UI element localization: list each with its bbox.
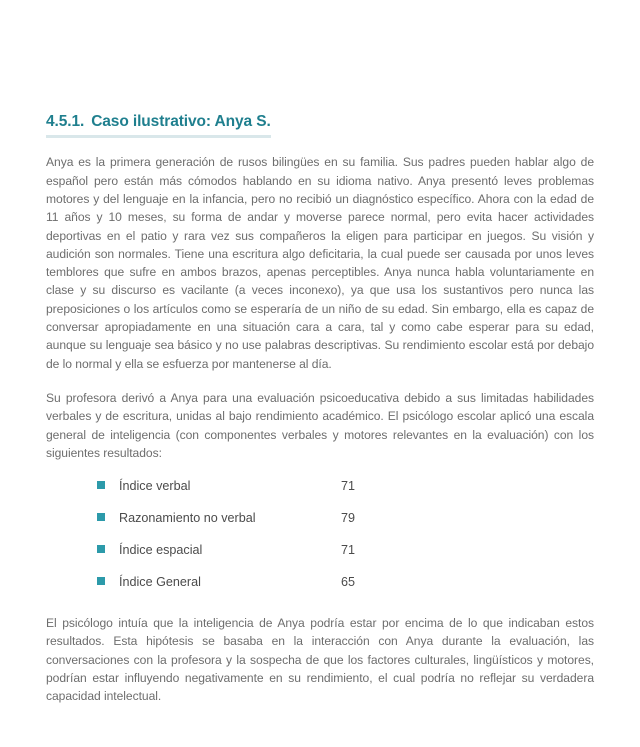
result-value: 79 (341, 511, 356, 526)
section-title: Caso ilustrativo: Anya S. (91, 113, 271, 130)
result-label: Índice General (119, 575, 201, 590)
result-value: 65 (341, 575, 356, 590)
result-label: Razonamiento no verbal (119, 511, 256, 526)
paragraph-referral: Su profesora derivó a Anya para una evaluación psicoeducativa debido a sus limitadas habilidades verbales y de escritura, unidas al bajo rendimiento académico. El psicólogo escolar aplicó una escala general de inteligencia (con componentes verbales y motores relevantes en la evaluación) con los siguientes resultados: (46, 390, 594, 460)
result-value: 71 (341, 479, 356, 494)
square-bullet-icon (97, 577, 105, 585)
result-label: Índice verbal (119, 479, 191, 494)
list-item (97, 574, 594, 590)
square-bullet-icon (97, 481, 105, 489)
list-item (97, 510, 594, 526)
page-title (46, 112, 271, 138)
document-content (46, 112, 594, 706)
list-item (97, 542, 594, 558)
list-item (97, 478, 594, 494)
paragraph-case-description: Anya es la primera generación de rusos bilingües en su familia. Sus padres pueden hablar algo de español pero están más cómodos hablando en su idioma nativo. Anya presentó leves problemas motores y del lenguaje en la infancia, pero no recibió un diagnóstico específico. Ahora con la edad de 11 años y 10 meses, su forma de andar y moverse parece normal, pero evita hacer actividades deportivas en el patio y rara vez sus compañeros la eligen para participar en juegos. Su visión y audición son normales. Tiene una escritura algo deficitaria, la cual puede ser causada por unos leves temblores que sufre en ambos brazos, apenas perceptibles. Anya nunca habla voluntariamente en clase y su discurso es vacilante (a veces inconexo), ya que usa los sustantivos pero nunca las preposiciones o los artículos como se esperaría de un niño de su edad. Sin embargo, ella es capaz de conversar apropiadamente en una situación cara a cara, tal y como cabe esperar para su edad, aunque su lenguaje sea básico y no use palabras descriptivas. Su rendimiento escolar está por debajo de lo normal y ella se esfuerza por mantenerse al día. (46, 155, 594, 371)
square-bullet-icon (97, 545, 105, 553)
result-value: 71 (341, 543, 356, 558)
paragraph-conclusion: El psicólogo intuía que la inteligencia de Anya podría estar por encima de lo que indicaban estos resultados. Esta hipótesis se basaba en la interacción con Anya durante la evaluación, las conversaciones con la profesora y la sospecha de que los factores culturales, lingüísticos y motores, podrían estar influyendo negativamente en su rendimiento, el cual podría no reflejar su verdadera capacidad intelectual. (46, 616, 594, 704)
square-bullet-icon (97, 513, 105, 521)
assessment-results-list (46, 478, 594, 590)
result-label: Índice espacial (119, 543, 203, 558)
section-number: 4.5.1. (46, 113, 85, 130)
